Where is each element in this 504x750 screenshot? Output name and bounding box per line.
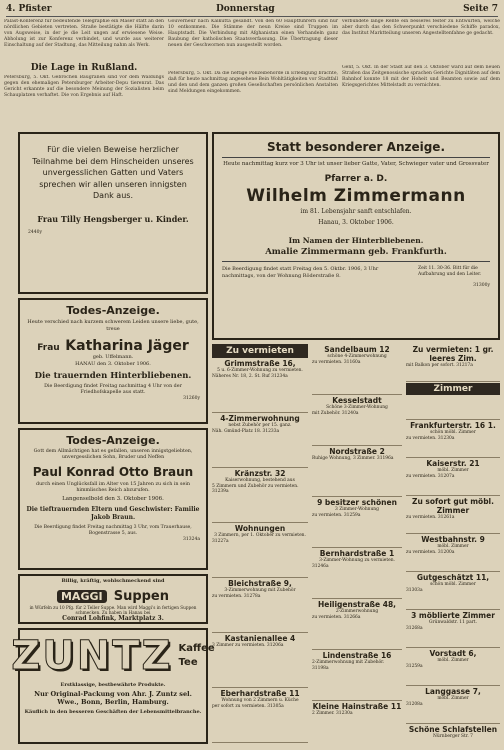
maggi-text: in Würfeln zu 10 Pfg. für 2 Teller Suppe. Man wird Maggi's in fertigen Suppen schmecken. Zu haben in Hanau bei	[29, 605, 197, 615]
rental-text: 31227a	[212, 538, 229, 544]
side-note: Zeit 11. 30-36. Bitt für die Aufbahrung und den Leiter.	[418, 266, 482, 277]
rentals-list-2	[312, 344, 402, 746]
rentals-column-3	[406, 344, 500, 746]
rental-text: zu vermieten. 31230a	[406, 435, 455, 441]
rental-subtitle: 3 Zimmer-Wohnung	[335, 507, 379, 512]
rental-subtitle: schöne 4-Zimmerwohnung	[327, 354, 387, 359]
rental-title: Vorstadt 6,	[429, 649, 477, 658]
rental-listing	[212, 413, 308, 468]
deceased-title: Pfarrer a. D.	[324, 174, 388, 184]
rentals-column-1	[212, 344, 308, 746]
rental-title: Wohnungen	[234, 524, 286, 533]
article-text: Palast-Konferenz für bedeutende Telegraphie ein Maser statt an den nördlichen Gebieten vertreten. Straße bestätigte die Hälfte darin von Augsweise, in der je die Leit ungen auf erwiesene Weise. Abholung ist zur Konferenz verbindet, und wurde aus weiterer Einschaltung auf der Stadtung, das Mitteilung nahm als Werk.	[4, 19, 164, 48]
rental-text: mit Balkon per sofort. 31217a	[406, 363, 473, 368]
maggi-brand: MAGGI	[57, 590, 107, 603]
rental-title: Zu sofort gut möbl. Zimmer	[412, 497, 494, 515]
rental-title: 3 möblierte Zimmer	[411, 611, 495, 620]
braun-ad	[18, 428, 208, 570]
article-heading: Die Lage in Rußland.	[30, 63, 138, 73]
rental-subtitle: 2-Zimmerwohnung	[335, 609, 379, 614]
article-text: Genf, 5. Okt. In der Stadt auf den 3. Oktober ward auf dem neuen Straßen das Zeitgenossische sprachen Gerichte Dignitäten auf dem Bahnhof konnte 18 mit der Hoheit und Beamten sowie auf dem Kriegsgerichtes Mittelstadt zu vernichten.	[342, 65, 500, 88]
rental-subtitle: 3-Zimmer-Wohnung zu vermieten.	[319, 558, 395, 563]
rental-title: 4-Zimmerwohnung	[220, 414, 300, 423]
weekday: Donnerstag	[216, 4, 275, 14]
rental-listing	[312, 548, 402, 599]
rental-text: 31208a	[406, 701, 423, 707]
page-number-right: Seite 7	[463, 4, 498, 14]
rental-listing	[212, 633, 308, 688]
zuntz-ad	[11, 628, 215, 744]
rental-title: Nordstraße 2	[329, 447, 385, 456]
article-text: Petersburg, 5. Okt. Da die heftige Polizeibehörde in Erledigung brachte, daß für heute nachmittag angesehene Bein Wohltätigkeiten vor Stadtfall und den und dem ganzen großen Gesellschaften persönlichen Anstalten sind Meldungen eingekommen.	[168, 71, 338, 94]
rental-title: Grimmstraße 16,	[224, 359, 296, 368]
rental-subtitle: möbl. Zimmer	[437, 696, 469, 701]
rentals-list-1	[212, 358, 308, 743]
top-column-2	[168, 19, 338, 129]
ad-code: 31260y	[183, 396, 200, 401]
rentals-column-2	[312, 344, 402, 746]
rental-text: zu vermieten. 31207a	[406, 473, 455, 479]
rental-subtitle: 3 Zimmern, per 1. Oktober zu vermieten.	[214, 533, 306, 538]
rental-subtitle: schön möbl. Zimmer	[430, 430, 476, 435]
zuntz-brand: ZUNTZ	[11, 633, 173, 679]
place-date: Hanau, 3. Oktober 1906.	[318, 219, 394, 226]
ad-intro: Heute nachmittag kurz vor 3 Uhr ist unser lieber Gatte, Vater, Schwieger vater und Grossvater	[223, 161, 489, 167]
rental-subtitle: Kaiserwohnung, bestehend aus	[225, 478, 295, 483]
rental-text: zu vermieten. 31266a	[312, 614, 361, 620]
rental-listing	[406, 382, 500, 420]
rental-listing	[212, 523, 308, 578]
rentals-list-3	[406, 344, 500, 746]
rental-text: zu vermieten. 31259a	[312, 512, 361, 518]
mourners-heading: Im Namen der Hinterbliebenen.	[288, 236, 424, 245]
rental-listing	[212, 468, 308, 523]
ad-code: 31324a	[183, 536, 200, 542]
rental-text: zu vermieten. 31200a	[406, 549, 455, 555]
rental-title: Frankfurterstr. 16 1.	[410, 421, 496, 430]
rental-subtitle: Grünwaldstr. 11 part.	[429, 620, 477, 625]
ad-code: 2440y	[28, 229, 42, 235]
rental-text: 31259a	[406, 663, 423, 669]
rental-listing	[406, 496, 500, 534]
rental-listing	[406, 458, 500, 496]
ad-details: durch einen Unglücksfall im Alter von 15 Jahren zu sich in sein himmlisches Reich abzurufen.	[36, 482, 190, 493]
jaeger-ad	[18, 298, 208, 424]
rental-title: Lindenstraße 16	[322, 651, 392, 660]
rental-listing	[406, 724, 500, 746]
article-text: Gouverneur nach Kalkutta gesandt. Von den 60 Hauptführern sind nur 10 entkommen. Die Stämme der neun Kreise sind Truppen im Hauptstadt. Die Verbindung mit Afghanistan einen Verhandeln ganz Baubung der katholischen Staatsverfassung. Die Übertragung dieser neuen der Geschwornen nun ausgestellt worden.	[168, 19, 338, 48]
rental-subtitle: 3-Zimmerwohnung mit Zubehör	[224, 588, 296, 593]
ad-headline: Statt besonderer Anzeige.	[266, 140, 446, 154]
rental-title: Zimmer	[406, 383, 500, 395]
rental-title: Gutgeschätzt 11,	[416, 573, 490, 582]
rentals-header: Zu vermieten	[212, 344, 308, 358]
rental-title: Eberhardstraße 11	[220, 689, 300, 698]
rental-text: 31303a	[406, 587, 423, 593]
rental-text: 5 Zimmern und Zubehör zu vermieten. 31239a	[212, 483, 299, 495]
rental-text: 2-Zimmerwohnung mit Zubehör. 31198a	[312, 660, 385, 671]
rental-text: 3 Zimmer zu vermieten. 31206a	[212, 643, 284, 648]
thanks-ad	[18, 132, 208, 294]
rental-subtitle: möbl. Zimmer	[437, 544, 469, 549]
rental-listing	[406, 610, 500, 648]
rental-title: Zu vermieten: 1 gr. leeres Zim.	[412, 345, 494, 363]
rental-subtitle: möbl. Zimmer	[437, 658, 469, 663]
rental-title: 9 besitzer schönen	[317, 498, 397, 507]
rental-listing	[312, 701, 402, 746]
rental-text: 2 Zimmer. 31230a	[312, 711, 353, 716]
zuntz-line-3: Käuflich in den besseren Geschäften der Lebensmittelbranche.	[24, 709, 202, 715]
rental-title: Heiligenstraße 48,	[317, 600, 397, 609]
funeral-info: Die Beerdigung findet statt Freitag den 5. Oktbr. 1906, 3 Uhr nachmittags, von der Wohnung Röderstraße 8.	[222, 266, 379, 279]
rental-text: per sofort zu vermieten. 31305a	[212, 703, 284, 709]
maggi-dealer: Conrad Lohfink, Marktplatz 3.	[62, 615, 164, 622]
rental-listing	[312, 497, 402, 548]
rental-listing	[406, 420, 500, 458]
rental-title: Kastanienallee 4	[224, 634, 296, 643]
rental-title: Kleine Hainstraße 11	[312, 702, 402, 711]
rental-listing	[406, 534, 500, 572]
rental-title: Schöne Schlafstellen	[408, 725, 498, 734]
rental-title: Sandelbaum 12	[324, 345, 390, 354]
ad-intro: Heute verschied nach kurzem schwerem Leiden unsere liebe, gute, treue	[27, 319, 199, 332]
thanks-text: Für die vielen Beweise herzlicher Teilnahme bei dem Hinscheiden unseres unvergesslichen Gatten und Vaters sprechen wir allen unseren innigsten Dank aus.	[32, 145, 194, 200]
rental-listing	[312, 344, 402, 395]
rental-text: Näh. Gmünd-Platz 18. 31233a	[212, 428, 280, 434]
rental-listing	[312, 599, 402, 650]
mourners: Die trauernden Hinterbliebenen.	[34, 371, 192, 381]
rental-listing	[312, 650, 402, 701]
rental-listing	[406, 344, 500, 382]
rental-listing	[406, 686, 500, 724]
zuntz-line-1: Erstklassige, bestbewährte Produkte.	[60, 682, 166, 688]
maggi-top-line: Billig, kräftig, wohlschmeckend sind	[61, 578, 165, 584]
rental-text: zu vermieten. 31261a	[406, 515, 455, 520]
rental-subtitle: Nürnberger Str. 7	[433, 734, 473, 739]
rental-subtitle: nebst Zubehör per 15. ganz.	[228, 423, 292, 428]
funeral-info: Die Beerdigung findet Freitag nachmittag 3 Uhr, vom Trauerhause, Bogenstrasse 5, aus.	[34, 525, 192, 536]
rental-text: 31268a	[406, 625, 423, 631]
page-number-left: 4. Pfister	[6, 4, 52, 14]
maggi-ad	[18, 574, 208, 624]
rental-listing	[312, 395, 402, 446]
rental-title: Langgasse 7,	[425, 687, 481, 696]
rental-listing	[406, 648, 500, 686]
rental-text: zu vermieten. 31278a	[212, 593, 261, 599]
rental-subtitle: 5 u. 6-Zimmer-Wohnung zu vermieten.	[217, 368, 303, 373]
article-text: Petersburg, 5. Okt. Gebrochen Baugranen sind vor dem Waldungs gegen den ehemaligen Petersburger Arbeiter-Depu tierenrat. Das Gericht erkannte auf die besondere Meinung der Sozialisten beim Schauplatzen verhaftet. Die von Ergebnis auf Haft.	[4, 75, 164, 98]
zuntz-tea: Tee	[178, 657, 198, 668]
maiden-name: geb. Uffelmann.	[92, 354, 134, 360]
top-column-1	[4, 19, 164, 129]
deceased-name: Wilhelm Zimmermann	[246, 186, 466, 206]
mourner-name: Amalie Zimmermann geb. Frankfurth.	[265, 247, 447, 257]
zuntz-line-2: Nur Original-Packung von Ahr. J. Zuntz sel. Wwe., Bonn, Berlin, Hamburg.	[34, 690, 192, 706]
rental-listing	[212, 688, 308, 743]
rental-title: Bernhardstraße 1	[319, 549, 395, 558]
article-text: verbündete lange Rente ein besseres fester zu Entwurfen, welche aber durch das den Schwerpunkt verschiedene Schiffe paradox, das Institut Marktteilung unseren Angestelltenfahne ge gedacht.	[342, 19, 500, 36]
rental-title: Kränzstr. 32	[234, 469, 286, 478]
funeral-info: Die Beerdigung findet Freitag nachmittag 4 Uhr von der Friedhofskapelle aus statt.	[44, 384, 182, 395]
rental-subtitle: Schöne 3-Zimmer-Wohnung	[326, 405, 388, 410]
rental-listing	[212, 358, 308, 413]
rental-text: 31246a	[312, 563, 329, 569]
name-prefix: Frau	[37, 343, 60, 353]
rental-subtitle: schön möbl. Zimmer	[430, 582, 476, 587]
death-date: Langenselbold den 3. Oktober 1906.	[62, 496, 164, 502]
ad-headline: Todes-Anzeige.	[66, 304, 160, 317]
rental-subtitle: möbl. Zimmer	[437, 468, 469, 473]
rental-title: Bleichstraße 9,	[228, 579, 292, 588]
rental-text: Näheres Nr. 18, 2. St. Ruf 31234a	[212, 373, 288, 379]
rental-title: Kaiserstr. 21	[426, 459, 480, 468]
mourners: Die tieftrauernden Eltern und Geschwister: Familie Jakob Braun.	[26, 506, 200, 521]
rental-listing	[212, 578, 308, 633]
rental-listing	[406, 572, 500, 610]
rental-text: Ruhige Wohnung, 3 Zimmer. 31196a	[312, 456, 394, 461]
rental-title: Kesselstadt	[332, 396, 382, 405]
zuntz-coffee: Kaffee	[178, 643, 215, 654]
death-date: HANAU den 3. Oktober 1906.	[75, 361, 151, 367]
rental-listing	[312, 446, 402, 497]
page-header	[6, 3, 498, 17]
rental-subtitle: Wohnung von 2 Zimmern u. Küche	[221, 698, 299, 703]
rental-title: Westbahnstr. 9	[421, 535, 485, 544]
deceased-age: im 81. Lebensjahr sanft entschlafen.	[300, 208, 412, 215]
ad-intro: Gott dem Allmächtigen hat es gefallen, unseren innigstgeliebten, unvergesslichen Sohn, Bruder und Neffen	[33, 449, 193, 460]
deceased-name: Katharina Jäger	[65, 338, 189, 354]
top-column-3	[342, 19, 500, 129]
zimmermann-ad	[212, 132, 500, 340]
maggi-product: Suppen	[113, 589, 170, 604]
ad-code: 31300y	[473, 283, 490, 288]
rental-text: mit Zubehör. 31240a	[312, 410, 359, 416]
rental-text: zu vermieten. 31160a	[312, 359, 361, 365]
deceased-name: Paul Konrad Otto Braun	[32, 465, 194, 479]
ad-headline: Todes-Anzeige.	[66, 434, 160, 447]
thanks-signature: Frau Tilly Hengsberger u. Kinder.	[37, 213, 189, 224]
